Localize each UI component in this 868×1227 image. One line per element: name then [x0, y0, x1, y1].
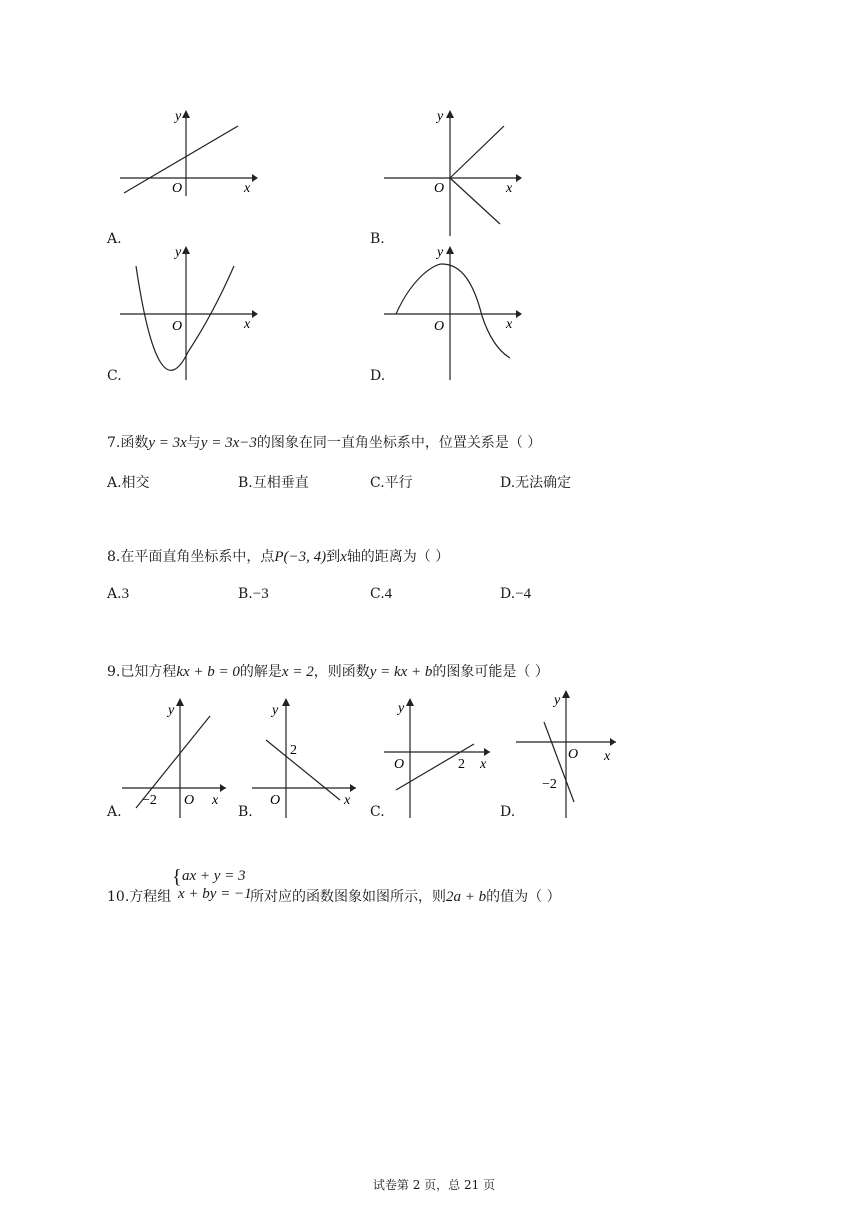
- system-brace: {: [172, 866, 182, 888]
- q8-option-b: B.−3: [238, 586, 269, 602]
- q9-option-a: A.: [107, 804, 122, 820]
- y-axis-label: y: [168, 703, 175, 718]
- y-axis-label: y: [398, 701, 405, 716]
- q10-equation-2: x + by = −1: [178, 886, 252, 902]
- q9-graph-b: [250, 696, 360, 820]
- question-8: 8.在平面直角坐标系中，点P(−3, 4)到x轴的距离为（ ）: [107, 549, 450, 565]
- x-axis-label: x: [604, 749, 611, 764]
- q6-option-d: D.: [370, 368, 386, 384]
- q6-graph-c: [118, 244, 258, 382]
- q7-option-b: B.互相垂直: [238, 475, 309, 491]
- origin-label: O: [270, 793, 281, 808]
- tick-label: 2: [290, 743, 297, 758]
- q8-option-a: A.3: [107, 586, 130, 602]
- q8-option-c: C.4: [370, 586, 393, 602]
- q8-option-d: D.−4: [500, 586, 532, 602]
- y-axis-label: y: [175, 245, 182, 260]
- y-axis-label: y: [437, 109, 444, 124]
- origin-label: O: [434, 319, 445, 334]
- y-axis-label: y: [175, 109, 182, 124]
- y-axis-label: y: [554, 693, 561, 708]
- origin-label: O: [172, 181, 183, 196]
- q6-option-c: C.: [107, 368, 122, 384]
- q7-option-c: C.平行: [370, 475, 413, 491]
- question-10-text: 所对应的函数图象如图所示，则2a + b的值为（ ）: [250, 889, 561, 905]
- q9-option-c: C.: [370, 804, 385, 820]
- origin-label: O: [568, 747, 579, 762]
- q6-option-a: A.: [107, 231, 122, 247]
- q6-graph-d: [382, 244, 522, 382]
- q9-graph-a: [120, 696, 230, 820]
- y-axis-label: y: [272, 703, 279, 718]
- q9-option-b: B.: [238, 804, 253, 820]
- page-footer: 试卷第 2 页，总 21 页: [372, 1178, 496, 1192]
- q7-option-a: A.相交: [107, 475, 150, 491]
- origin-label: O: [172, 319, 183, 334]
- x-axis-label: x: [212, 793, 219, 808]
- q6-graph-a: [118, 108, 258, 198]
- q10-equation-1: ax + y = 3: [182, 868, 246, 884]
- tick-label: −2: [142, 793, 157, 808]
- origin-label: O: [434, 181, 445, 196]
- x-axis-label: x: [344, 793, 351, 808]
- y-axis-label: y: [437, 245, 444, 260]
- q6-option-b: B.: [370, 231, 385, 247]
- question-7: 7.函数y = 3x与y = 3x−3的图象在同一直角坐标系中，位置关系是（ ）: [107, 435, 542, 451]
- x-axis-label: x: [480, 757, 487, 772]
- x-axis-label: x: [506, 181, 513, 196]
- x-axis-label: x: [244, 317, 251, 332]
- x-axis-label: x: [506, 317, 513, 332]
- q9-option-d: D.: [500, 804, 516, 820]
- question-10-prefix: 10.方程组: [107, 889, 172, 905]
- q9-graph-c: [382, 696, 494, 820]
- q6-graph-b: [382, 108, 522, 238]
- q7-option-d: D.无法确定: [500, 475, 572, 491]
- x-axis-label: x: [244, 181, 251, 196]
- question-9: 9.已知方程kx + b = 0的解是x = 2，则函数y = kx + b的图象可能是（ ）: [107, 664, 549, 680]
- tick-label: −2: [542, 777, 557, 792]
- tick-label: 2: [458, 757, 465, 772]
- origin-label: O: [184, 793, 195, 808]
- origin-label: O: [394, 757, 405, 772]
- q9-graph-d: [514, 688, 620, 820]
